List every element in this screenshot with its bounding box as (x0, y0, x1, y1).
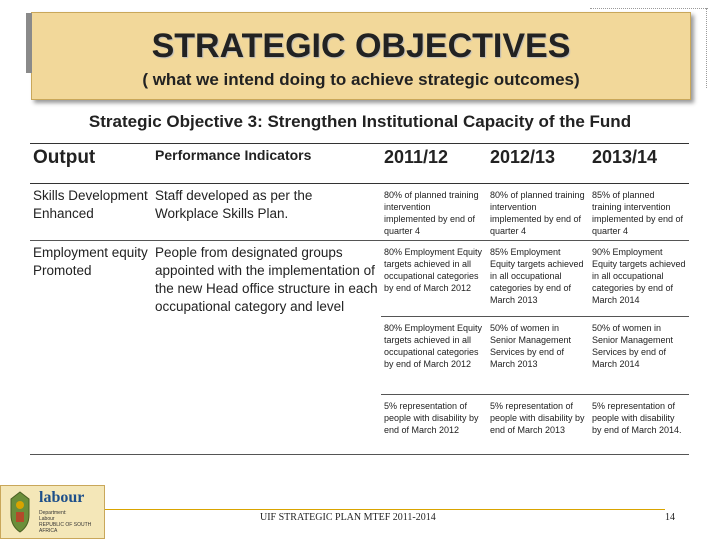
target-cell: 80% Employment Equity targets achieved in all occupational categories by end of March 2012 (381, 241, 487, 317)
target-cell: 85% Employment Equity targets achieved in all occupational categories by end of March 2013 (487, 241, 589, 317)
target-cell: 80% of planned training intervention implemented by end of quarter 4 (487, 184, 589, 241)
target-cell: 85% of planned training intervention implemented by end of quarter 4 (589, 184, 689, 241)
coat-of-arms-icon (7, 490, 33, 534)
header-year-3: 2013/14 (589, 144, 689, 184)
output-cell: Skills Development Enhanced (30, 184, 152, 241)
indicator-cell: People from designated groups appointed with the implementation of the new Head office structure in each occupational category and level (152, 241, 381, 455)
objective-title: Strategic Objective 3: Strengthen Institutional Capacity of the Fund (88, 112, 632, 131)
department-logo (0, 485, 105, 539)
decorative-dotted-line-top (590, 8, 708, 9)
department-name: Department: Labour REPUBLIC OF SOUTH AFRICA (39, 510, 92, 534)
decorative-dotted-line-right (706, 8, 707, 88)
title-banner (31, 12, 691, 100)
target-cell: 80% of planned training intervention implemented by end of quarter 4 (381, 184, 487, 241)
target-cell: 5% representation of people with disability by end of March 2013 (487, 395, 589, 455)
objectives-table (30, 143, 689, 455)
table-header-row (30, 144, 689, 184)
table-row (30, 241, 689, 317)
page-subtitle: ( what we intend doing to achieve strategic outcomes) (142, 70, 580, 89)
target-cell: 80% Employment Equity targets achieved in all occupational categories by end of March 2012 (381, 317, 487, 395)
header-year-1: 2011/12 (381, 144, 487, 184)
indicator-cell: Staff developed as per the Workplace Skills Plan. (152, 184, 381, 241)
target-cell: 5% representation of people with disability by end of March 2014. (589, 395, 689, 455)
target-cell: 50% of women in Senior Management Services by end of March 2014 (589, 317, 689, 395)
header-indicators: Performance Indicators (152, 144, 381, 184)
output-cell: Employment equity Promoted (30, 241, 152, 455)
header-output: Output (30, 144, 152, 184)
target-cell: 50% of women in Senior Management Services by end of March 2013 (487, 317, 589, 395)
footer-divider (105, 509, 665, 510)
header-year-2: 2012/13 (487, 144, 589, 184)
logo-text: labour (39, 489, 85, 506)
page-number: 14 (665, 512, 675, 523)
table-row (30, 184, 689, 241)
target-cell: 90% Employment Equity targets achieved in all occupational categories by end of March 2014 (589, 241, 689, 317)
target-cell: 5% representation of people with disability by end of March 2012 (381, 395, 487, 455)
footer-title: UIF STRATEGIC PLAN MTEF 2011-2014 (260, 512, 436, 523)
page-title: STRATEGIC OBJECTIVES (151, 27, 571, 65)
